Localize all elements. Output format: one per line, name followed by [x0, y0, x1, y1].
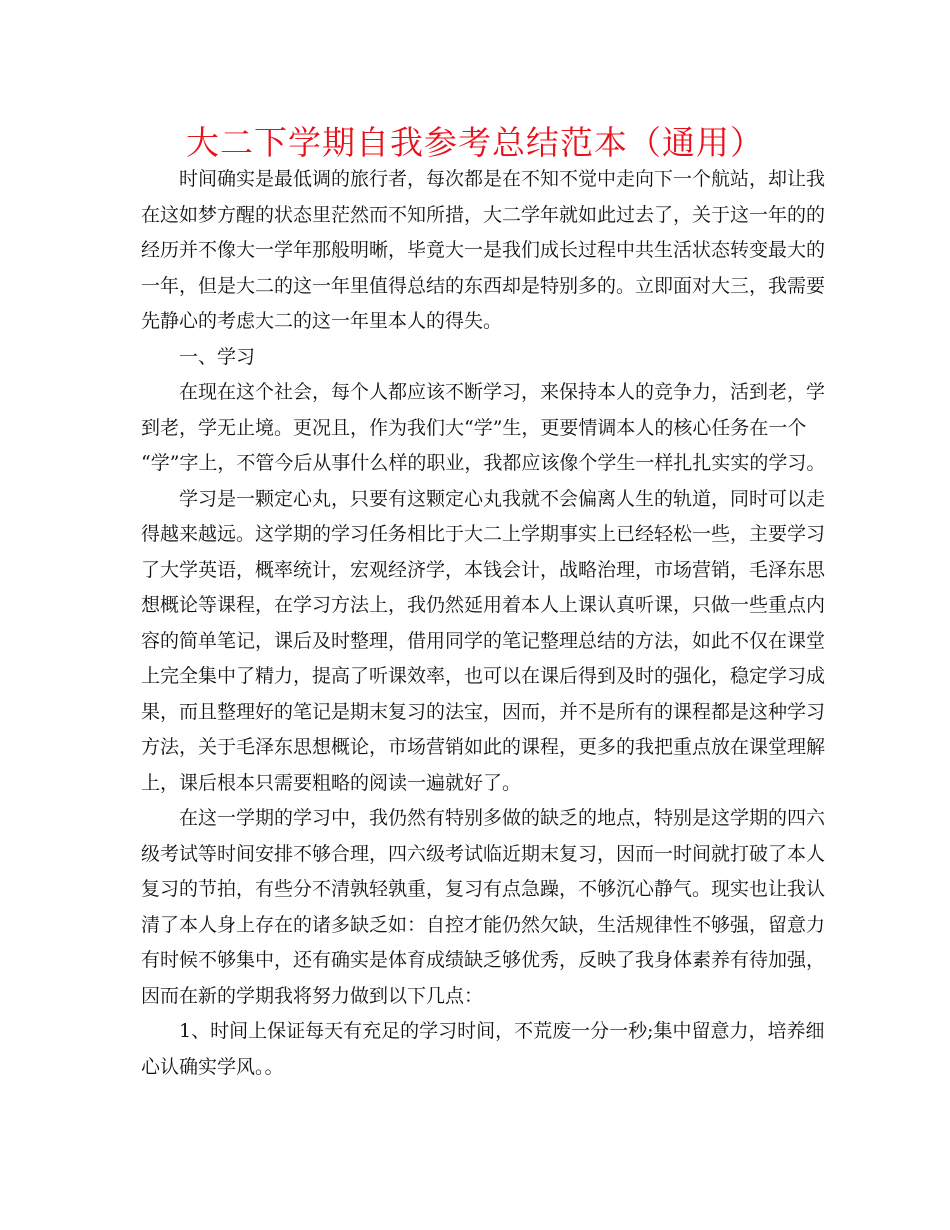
- paragraph-line: 上，课后根本只需要粗略的阅读一遍就好了。: [141, 771, 522, 794]
- paragraph-line: 心认确实学风。。: [141, 1055, 284, 1078]
- document-body: [141, 162, 826, 1085]
- paragraph-line: 到老，学无止境。更况且，作为我们大“学”生，更要情调本人的核心任务在一个: [141, 416, 807, 439]
- paragraph-line: 级考试等时间安排不够合理，四六级考试临近期末复习，因而一时间就打破了本人: [141, 842, 826, 865]
- paragraph-line: 先静心的考虑大二的这一年里本人的得失。: [141, 310, 503, 332]
- paragraph-line: 想概论等课程，在学习方法上，我仍然延用着本人上课认真听课，只做一些重点内: [141, 594, 826, 616]
- paragraph-line: 1、时间上保证每天有充足的学习时间，不荒废一分一秒;集中留意力，培养细: [179, 1020, 825, 1042]
- paragraph-line: “学”字上，不管今后从事什么样的职业，我都应该像个学生一样扎扎实实的学习。: [141, 452, 826, 474]
- paragraph-line: 容的简单笔记，课后及时整理，借用同学的笔记整理总结的方法，如此不仅在课堂: [141, 629, 826, 652]
- document-title: 大二下学期自我参考总结范本（通用）: [186, 123, 764, 162]
- paragraph-line: 上完全集中了精力，提高了听课效率，也可以在课后得到及时的强化，稳定学习成: [141, 665, 826, 687]
- paragraph-line: 在这如梦方醒的状态里茫然而不知所措，大二学年就如此过去了，关于这一年的的: [141, 203, 826, 226]
- paragraph-line: 在现在这个社会，每个人都应该不断学习，来保持本人的竞争力，活到老，学: [179, 381, 826, 403]
- paragraph-line: 因而在新的学期我将努力做到以下几点：: [141, 984, 484, 1007]
- paragraph-line: 清了本人身上存在的诸多缺乏如：自控才能仍然欠缺，生活规律性不够强，留意力: [141, 913, 826, 936]
- paragraph-line: 得越来越远。这学期的学习任务相比于大二上学期事实上已经轻松一些，主要学习: [141, 523, 826, 545]
- paragraph-line: 复习的节拍，有些分不清孰轻孰重，复习有点急躁，不够沉心静气。现实也让我认: [141, 878, 826, 900]
- paragraph-line: 在这一学期的学习中，我仍然有特别多做的缺乏的地点，特别是这学期的四六: [179, 807, 826, 829]
- paragraph-line: 方法，关于毛泽东思想概论，市场营销如此的课程，更多的我把重点放在课堂理解: [141, 736, 826, 758]
- section-heading: 一、学习: [179, 345, 256, 368]
- paragraph-line: 时间确实是最低调的旅行者，每次都是在不知不觉中走向下一个航站，却让我: [179, 168, 826, 190]
- paragraph-line: 有时候不够集中，还有确实是体育成绩缺乏够优秀，反映了我身体素养有待加强，: [141, 949, 826, 971]
- paragraph-line: 了大学英语，概率统计，宏观经济学，本钱会计，战略治理，市场营销，毛泽东思: [141, 558, 826, 581]
- paragraph-line: 一年，但是大二的这一年里值得总结的东西却是特别多的。立即面对大三，我需要: [141, 274, 826, 297]
- paragraph-line: 经历并不像大一学年那般明晰，毕竟大一是我们成长过程中共生活状态转变最大的: [141, 239, 826, 261]
- paragraph-line: 果，而且整理好的笔记是期末复习的法宝，因而，并不是所有的课程都是这种学习: [141, 700, 826, 723]
- paragraph-line: 学习是一颗定心丸，只要有这颗定心丸我就不会偏离人生的轨道，同时可以走: [179, 487, 826, 510]
